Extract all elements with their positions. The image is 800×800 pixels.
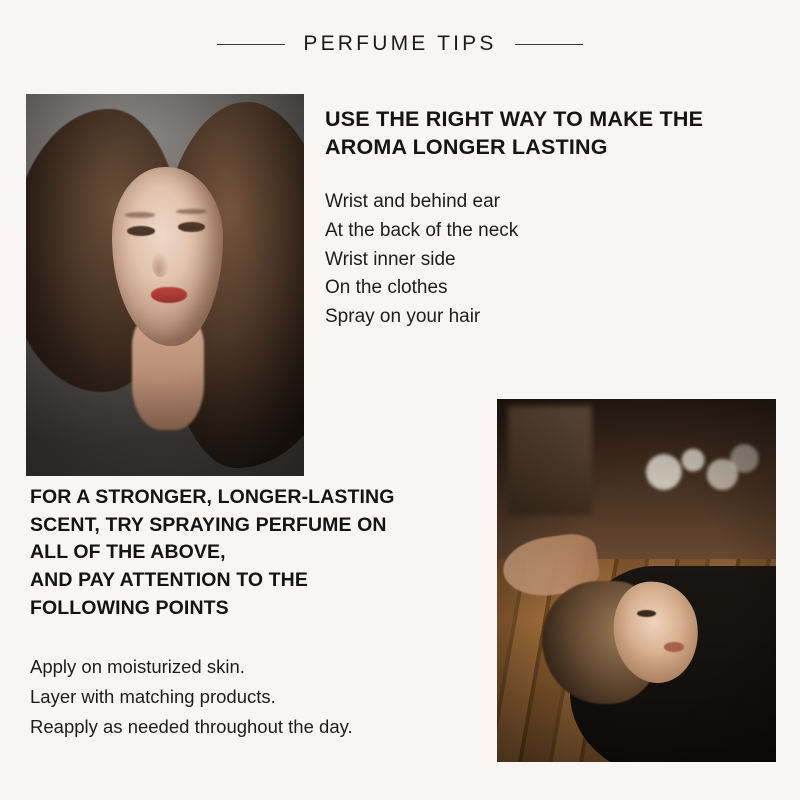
list-item: On the clothes	[325, 277, 448, 299]
bottom-heading-line: AND PAY ATTENTION TO THE	[30, 569, 308, 592]
portrait-vignette	[26, 94, 304, 476]
bottom-heading-line: ALL OF THE ABOVE,	[30, 541, 226, 564]
list-item: Apply on moisturized skin.	[30, 656, 245, 678]
application-points-list	[325, 188, 765, 332]
woman-lying-on-floor-photo	[497, 399, 776, 762]
top-text-block	[325, 105, 765, 332]
page-header	[0, 0, 800, 72]
page-title: PERFUME TIPS	[303, 32, 497, 55]
header-rule-right	[515, 44, 583, 45]
top-heading: USE THE RIGHT WAY TO MAKE THE AROMA LONGER LASTING	[325, 107, 704, 160]
list-item: Wrist inner side	[325, 248, 456, 270]
header-rule-left	[217, 44, 285, 45]
bottom-heading	[30, 484, 480, 622]
woman-portrait-photo	[26, 94, 304, 476]
bottom-heading-line: FOR A STRONGER, LONGER-LASTING	[30, 486, 395, 508]
list-item: At the back of the neck	[325, 219, 519, 241]
list-item: Layer with matching products.	[30, 686, 276, 708]
list-item: Spray on your hair	[325, 306, 481, 328]
bottom-heading-line: FOLLOWING POINTS	[30, 596, 229, 619]
bottom-text-block	[30, 484, 480, 742]
landscape-vignette	[497, 399, 776, 762]
list-item: Reapply as needed throughout the day.	[30, 716, 353, 738]
additional-tips-list	[30, 652, 480, 742]
bottom-heading-line: SCENT, TRY SPRAYING PERFUME ON	[30, 513, 387, 536]
content-stage	[0, 72, 800, 800]
list-item: Wrist and behind ear	[325, 190, 500, 212]
